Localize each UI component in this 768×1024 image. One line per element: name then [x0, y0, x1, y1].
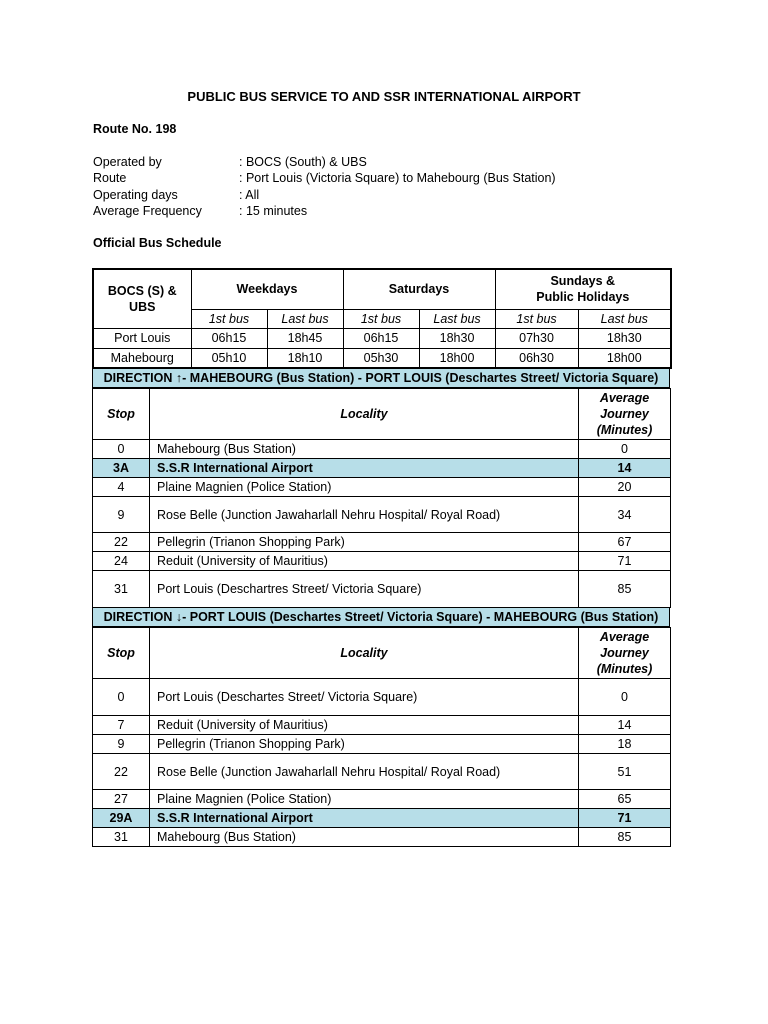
operator-line-1: BOCS (S) &	[107, 283, 177, 298]
stop-row	[93, 478, 671, 497]
info-value: : 15 minutes	[239, 203, 308, 218]
time-cell: 07h30	[495, 328, 578, 348]
time-cell: 18h45	[267, 328, 343, 348]
stop-cell: 0	[93, 440, 150, 459]
operator-line-2: UBS	[129, 299, 156, 314]
time-cell: 18h10	[267, 348, 343, 368]
direction-2-bar: DIRECTION ↓- PORT LOUIS (Deschartes Street/ Victoria Square) - MAHEBOURG (Bus Station)	[92, 607, 670, 627]
minutes-cell: 18	[579, 735, 671, 754]
info-row-frequency	[93, 203, 556, 219]
stop-cell: 31	[93, 828, 150, 847]
last-bus-label: Last bus	[267, 309, 343, 328]
stop-row	[93, 552, 671, 571]
stop-row	[93, 828, 671, 847]
place-cell: Port Louis	[93, 328, 191, 348]
time-cell: 05h10	[191, 348, 267, 368]
stop-header: Stop	[93, 389, 150, 440]
locality-cell: Plaine Magnien (Police Station)	[150, 478, 579, 497]
stop-cell: 24	[93, 552, 150, 571]
info-label: Operated by	[93, 155, 162, 169]
info-value: : BOCS (South) & UBS	[239, 155, 367, 169]
info-label: Route	[93, 171, 127, 186]
first-bus-label: 1st bus	[495, 309, 578, 328]
minutes-cell: 14	[579, 459, 671, 478]
info-label: Average Frequency	[93, 203, 202, 218]
sundays-line-2: Public Holidays	[536, 290, 630, 305]
minutes-header-line: (Minutes)	[596, 423, 653, 437]
stop-row	[93, 716, 671, 735]
stop-header: Stop	[93, 628, 150, 679]
minutes-header-line: Average	[599, 630, 650, 644]
info-label: Operating days	[93, 187, 178, 202]
stop-row	[93, 440, 671, 459]
info-row-operated-by	[93, 154, 556, 170]
minutes-cell: 85	[579, 828, 671, 847]
stop-row	[93, 754, 671, 790]
stop-row-airport	[93, 459, 671, 478]
stop-cell: 3A	[93, 459, 150, 478]
sundays-line-1: Sundays &	[550, 274, 616, 289]
locality-cell: Rose Belle (Junction Jawaharlall Nehru Hospital/ Royal Road)	[150, 497, 579, 533]
last-bus-label: Last bus	[419, 309, 495, 328]
info-value: : All	[239, 187, 260, 202]
minutes-cell: 65	[579, 790, 671, 809]
locality-cell: Mahebourg (Bus Station)	[150, 440, 579, 459]
time-cell: 18h30	[578, 328, 671, 348]
minutes-header	[579, 628, 671, 679]
first-bus-label: 1st bus	[191, 309, 267, 328]
locality-cell: Port Louis (Deschartes Street/ Victoria Square)	[150, 679, 579, 716]
route-number: Route No. 198	[93, 122, 177, 136]
timetable	[92, 268, 672, 369]
locality-cell: Reduit (University of Mauritius)	[150, 552, 579, 571]
stop-cell: 22	[93, 754, 150, 790]
info-row-route	[93, 170, 556, 186]
stop-cell: 9	[93, 735, 150, 754]
weekdays-header: Weekdays	[191, 269, 343, 309]
locality-cell: Pellegrin (Trianon Shopping Park)	[150, 735, 579, 754]
operator-header	[93, 269, 191, 328]
time-cell: 18h30	[419, 328, 495, 348]
stop-cell: 4	[93, 478, 150, 497]
minutes-header-line: (Minutes)	[596, 662, 653, 676]
locality-cell: Reduit (University of Mauritius)	[150, 716, 579, 735]
stop-cell: 7	[93, 716, 150, 735]
locality-cell: Port Louis (Deschartres Street/ Victoria Square)	[150, 571, 579, 608]
info-row-operating-days	[93, 187, 556, 203]
stop-cell: 29A	[93, 809, 150, 828]
place-cell: Mahebourg	[93, 348, 191, 368]
saturdays-header: Saturdays	[343, 269, 495, 309]
time-cell: 05h30	[343, 348, 419, 368]
locality-header: Locality	[150, 389, 579, 440]
stop-row	[93, 790, 671, 809]
info-value: : Port Louis (Victoria Square) to Mahebourg (Bus Station)	[239, 171, 556, 186]
stop-cell: 9	[93, 497, 150, 533]
schedule-heading: Official Bus Schedule	[93, 236, 222, 250]
stop-cell: 22	[93, 533, 150, 552]
time-cell: 06h15	[343, 328, 419, 348]
minutes-cell: 0	[579, 440, 671, 459]
time-cell: 18h00	[419, 348, 495, 368]
minutes-header	[579, 389, 671, 440]
route-info	[93, 154, 556, 219]
minutes-header-line: Average	[599, 391, 650, 405]
minutes-cell: 71	[579, 809, 671, 828]
time-cell: 06h30	[495, 348, 578, 368]
time-cell: 06h15	[191, 328, 267, 348]
minutes-cell: 51	[579, 754, 671, 790]
minutes-header-line: Journey	[600, 646, 649, 660]
timetable-row	[93, 348, 671, 368]
minutes-header-line: Journey	[600, 407, 649, 421]
stop-row	[93, 679, 671, 716]
locality-cell: Mahebourg (Bus Station)	[150, 828, 579, 847]
minutes-cell: 85	[579, 571, 671, 608]
page-title: PUBLIC BUS SERVICE TO AND SSR INTERNATIONAL AIRPORT	[187, 89, 581, 104]
timetable-row	[93, 328, 671, 348]
minutes-cell: 0	[579, 679, 671, 716]
sundays-header	[495, 269, 671, 309]
locality-cell: Pellegrin (Trianon Shopping Park)	[150, 533, 579, 552]
direction-1-bar: DIRECTION ↑- MAHEBOURG (Bus Station) - PORT LOUIS (Deschartes Street/ Victoria Square)	[92, 368, 670, 388]
direction-1-stops-table	[92, 388, 671, 608]
first-bus-label: 1st bus	[343, 309, 419, 328]
minutes-cell: 34	[579, 497, 671, 533]
stop-row	[93, 735, 671, 754]
locality-cell: Plaine Magnien (Police Station)	[150, 790, 579, 809]
stops-header-row	[93, 389, 671, 440]
last-bus-label: Last bus	[578, 309, 671, 328]
minutes-cell: 71	[579, 552, 671, 571]
direction-2-stops-table	[92, 627, 671, 847]
locality-header: Locality	[150, 628, 579, 679]
stop-row	[93, 533, 671, 552]
stop-row	[93, 497, 671, 533]
stops-header-row	[93, 628, 671, 679]
locality-cell: S.S.R International Airport	[150, 809, 579, 828]
time-cell: 18h00	[578, 348, 671, 368]
stop-row	[93, 571, 671, 608]
minutes-cell: 14	[579, 716, 671, 735]
stop-cell: 27	[93, 790, 150, 809]
minutes-cell: 67	[579, 533, 671, 552]
locality-cell: Rose Belle (Junction Jawaharlall Nehru Hospital/ Royal Road)	[150, 754, 579, 790]
stop-row-airport	[93, 809, 671, 828]
locality-cell: S.S.R International Airport	[150, 459, 579, 478]
timetable-header-row	[93, 269, 671, 309]
stop-cell: 0	[93, 679, 150, 716]
minutes-cell: 20	[579, 478, 671, 497]
stop-cell: 31	[93, 571, 150, 608]
